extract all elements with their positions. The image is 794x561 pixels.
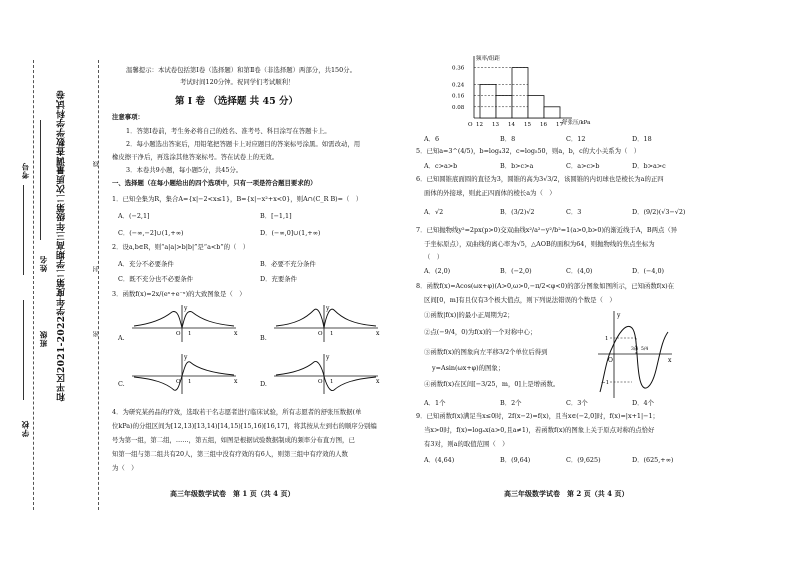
q5-option-a[interactable]: A．c>a>b (424, 162, 458, 170)
q3a-one: 1 (188, 331, 192, 337)
hist-x-tick: 14 (508, 122, 515, 128)
q8-line-2: 区间[0，m]有且仅有3个极大值点，则下列说法错误的个数是（ ） (424, 296, 616, 304)
q3c-x-label: x (234, 378, 238, 385)
q3d-origin: O (318, 379, 323, 385)
name-fill-line[interactable] (40, 120, 41, 240)
q9-option-c[interactable]: C．(9,625) (566, 456, 601, 464)
q9-line-1: 9．已知函数f(x)满足当x≤0时，2f(x−2)=f(x)，且当x∈(−2,0]时，f(x)=|x+1|−1； (416, 412, 659, 420)
q4-option-c[interactable]: C．12 (566, 135, 586, 143)
hist-y-tick: 0.08 (452, 104, 465, 111)
q3a-y-label: y (184, 305, 188, 312)
q6-option-b[interactable]: B．(3/2)√2 (500, 208, 535, 216)
hist-x-tick: 15 (524, 122, 531, 128)
q2-option-a[interactable]: A．充分不必要条件 (118, 260, 174, 268)
examno-fill-line[interactable] (23, 185, 24, 275)
q8-origin: O (608, 357, 613, 364)
q3c-one: 1 (188, 379, 192, 385)
q3a-x-label: x (234, 330, 238, 337)
q8-one-label: 1 (605, 336, 609, 342)
q7-option-b[interactable]: B．(−2,0) (500, 267, 532, 275)
q8-line-1: 8．函数f(x)=Acos(ωx+φ)(A>0,ω>0,−π/2<φ<0)的部分图象如图所示，已知函数f(x)在 (416, 282, 675, 290)
q7-line-1: 7．已知抛物线y²=2px(p>0)交双曲线x²/a²−y²/b²=1(a>0,b>0)的渐近线于A，B两点（异 (416, 226, 678, 234)
notice-title: 注意事项： (112, 113, 144, 121)
hist-y-tick: 0.36 (452, 65, 465, 72)
tip-line-1: 温馨提示：本试卷包括第Ⅰ卷（选择题）和第Ⅱ卷（非选择题）两部分，共150分。 (126, 66, 356, 74)
hist-bar (528, 96, 544, 118)
q3c-y-label: y (184, 354, 188, 361)
school-fill-line[interactable] (23, 300, 24, 400)
q3-graph-a (130, 302, 240, 344)
q9-option-d[interactable]: D．(625,+∞) (632, 456, 674, 464)
hist-bar (480, 84, 496, 118)
q9-line-2: 当x>0时，f(x)=logₐx(a>0,且a≠1)，若函数f(x)的图象上关于原点对称的点恰好 (424, 426, 655, 434)
q2-option-d[interactable]: D．充要条件 (260, 275, 298, 283)
hist-y-tick: 0.24 (452, 82, 465, 89)
q8-option-b[interactable]: B．2个 (500, 399, 522, 407)
seal-char-xian: 线 (93, 160, 100, 167)
q8-x-label: x (668, 357, 672, 364)
hist-y-tick: 0.16 (452, 93, 465, 100)
q2-option-c[interactable]: C．既不充分也不必要条件 (118, 275, 194, 283)
q8-graph (596, 308, 676, 400)
q1-option-b[interactable]: B．[−1,1] (260, 212, 292, 220)
q3-option-c[interactable]: C. (118, 380, 125, 388)
q2-option-b[interactable]: B．必要不充分条件 (260, 260, 316, 268)
q3b-one: 1 (330, 331, 334, 337)
q8-x34-label: 3/4 (631, 347, 639, 352)
q3-graph-b (272, 302, 382, 344)
examno-label: 考号 (21, 162, 30, 179)
q3-graph-d (272, 352, 382, 396)
q3-option-a[interactable]: A. (118, 334, 125, 342)
q3b-x-label: x (376, 330, 380, 337)
q4-option-a[interactable]: A．6 (424, 135, 440, 143)
q8-option-c[interactable]: C．3个 (566, 399, 588, 407)
hist-x-tick: 12 (476, 122, 483, 128)
hist-x-tick: 17 (556, 122, 563, 128)
q7-line-2: 于坐标原点），双曲线的离心率为√5，△AOB的面积为64，则抛物线的焦点坐标为 (424, 240, 655, 248)
q8-y-label: y (617, 312, 621, 319)
class-label: 班级 (39, 330, 48, 347)
q6-line-1: 6．已知圆锥底面圆的直径为3，圆锥的高为3√3/2，该圆锥的内切球也是棱长为a的正四 (416, 175, 664, 183)
q1-option-c[interactable]: C．(−∞,−2]∪(1,+∞) (118, 229, 184, 237)
q3d-x-label: x (376, 378, 380, 385)
q1-stem: 1．已知全集为R，集合A={x|−2<x≤1}，B={x|−x²+x<0}，则A∩(C_R B)=（ ） (112, 195, 363, 203)
q1-option-a[interactable]: A．(−2,1] (118, 212, 150, 220)
q4-option-d[interactable]: D．18 (632, 135, 652, 143)
q2-stem: 2．设a,b∈R，则“a|a|>b|b|”是“a<b”的（ ） (112, 243, 250, 251)
q4-line-1: 4．为研究某药品的疗效，选取若干名志愿者进行临床试验，所有志愿者的舒张压数据(单 (112, 408, 362, 416)
q3-graph-c (130, 352, 240, 396)
q8-option-a[interactable]: A．1个 (424, 399, 446, 407)
notice-2: 2．每小题选出答案后，用铅笔把答题卡上对应题目的答案标号涂黑。如需改动，用 (126, 140, 361, 148)
q7-option-d[interactable]: D．(−4,0) (632, 267, 665, 275)
seal-dashed-line (98, 60, 99, 510)
vertical-exam-title: 和平区2021-2022学年度第二学期高三年级第二次质量调查数学学科试卷 (57, 90, 67, 402)
q6-option-a[interactable]: A．√2 (424, 208, 444, 216)
footer-page-2: 高三年级数学试卷 第 2 页（共 4 页） (504, 489, 629, 498)
q6-option-c[interactable]: C．3 (566, 208, 582, 216)
q3-option-d[interactable]: D. (260, 380, 267, 388)
q1-option-d[interactable]: D．(−∞,0]∪(1,+∞) (260, 229, 321, 237)
q8-item-3: ③函数f(x)的图象向左平移3/2个单位后得到 (424, 348, 548, 356)
hist-origin: O (468, 122, 473, 128)
q3-stem: 3．函数f(x)=2x/(eˣ+e⁻ˣ)的大致图象是（ ） (112, 290, 246, 298)
hist-bar (512, 68, 528, 118)
footer-page-1: 高三年级数学试卷 第 1 页（共 4 页） (170, 489, 295, 498)
hist-x-tick: 16 (540, 122, 547, 128)
q8-item-4: ④函数f(x)在区间[−3/25，m，0]上是增函数。 (424, 380, 560, 388)
seal-char-feng: 封 (93, 265, 100, 272)
q4-option-b[interactable]: B．8 (500, 135, 516, 143)
hist-x-tick: 13 (492, 122, 499, 128)
q5-stem: 5．已知a=3^(4/5)，b=log₄32，c=log₅50，则a，b，c的大小关系为（ ） (416, 147, 641, 155)
q5-option-c[interactable]: C．a>c>b (566, 162, 600, 170)
notice-3: 3．本卷共9小题，每小题5分，共45分。 (126, 166, 243, 174)
q6-option-d[interactable]: D．(9/2)(√3−√2) (632, 208, 686, 216)
binding-dashed-line (33, 60, 34, 510)
q3a-curve (134, 311, 234, 328)
tip-line-2: 考试时间120分钟。祝同学们考试顺利！ (180, 78, 295, 86)
q7-option-a[interactable]: A．(2,0) (424, 267, 451, 275)
q6-line-2: 面体的外接球，则此正四面体的棱长a为（ ） (424, 189, 556, 197)
q8-item-3-cont: y=Asin(ωx+φ)的图象； (432, 364, 505, 372)
hist-y-label: 频率/组距 (476, 56, 500, 62)
histogram (418, 54, 598, 134)
seal-char-mi: 密 (93, 330, 100, 337)
q8-option-d[interactable]: D．4个 (632, 399, 654, 407)
hist-x-label: 舒张压/kPa (562, 120, 591, 126)
q4-line-5: 为（ ） (112, 464, 138, 472)
q8-x54-label: 5/4 (641, 347, 649, 352)
section-choice-title: 一、选择题（在每小题给出的四个选项中，只有一项是符合题目要求的） (112, 179, 317, 187)
hist-bar (544, 107, 560, 118)
q5-option-b[interactable]: B．b>c>a (500, 162, 534, 170)
q3-option-b[interactable]: B. (260, 334, 267, 342)
q3b-y-label: y (326, 305, 330, 312)
q3c-origin: O (176, 379, 181, 385)
q4-line-3: 号为第一组，第二组，……，第五组，如图是根据试验数据制成的频率分布直方图，已 (112, 436, 355, 444)
q3d-one: 1 (330, 379, 334, 385)
volume-title: 第 Ⅰ 卷 （选择题 共 45 分） (175, 96, 299, 107)
q4-line-4: 知第一组与第二组共有20人，第三组中没有疗效的有6人，则第三组中有疗效的人数 (112, 450, 348, 458)
q8-item-2: ②点(−9/4，0)为f(x)的一个对称中心； (424, 328, 537, 336)
q9-option-b[interactable]: B．(9,64) (500, 456, 531, 464)
school-label: 学校 (21, 420, 30, 437)
q3b-origin: O (318, 331, 323, 337)
q5-option-d[interactable]: D．b>a>c (632, 162, 666, 170)
q3a-origin: O (176, 331, 181, 337)
q8-neg-one-label: −1 (601, 380, 610, 386)
q9-line-3: 有3对，则a的取值范围（ ） (424, 440, 509, 448)
q8-item-1: ①函数|f(x)|的最小正周期为2； (424, 311, 514, 319)
name-label: 姓名 (39, 255, 48, 272)
notice-2-cont: 橡皮擦干净后，再选涂其他答案标号。答在试卷上的无效。 (112, 153, 279, 161)
notice-1: 1．答第Ⅰ卷前，考生务必将自己的姓名、准考号、科目涂写在答题卡上。 (126, 127, 331, 135)
q3d-y-label: y (326, 354, 330, 361)
q7-line-3: （ ） (424, 253, 444, 261)
q4-line-2: 位kPa)的分组区间为[12,13)[13,14)[14,15)[15,16)[16,17]，将其按从左到右的顺序分别编 (112, 422, 377, 430)
q7-option-c[interactable]: C．(4,0) (566, 267, 593, 275)
q9-option-a[interactable]: A．(4,64) (424, 456, 455, 464)
